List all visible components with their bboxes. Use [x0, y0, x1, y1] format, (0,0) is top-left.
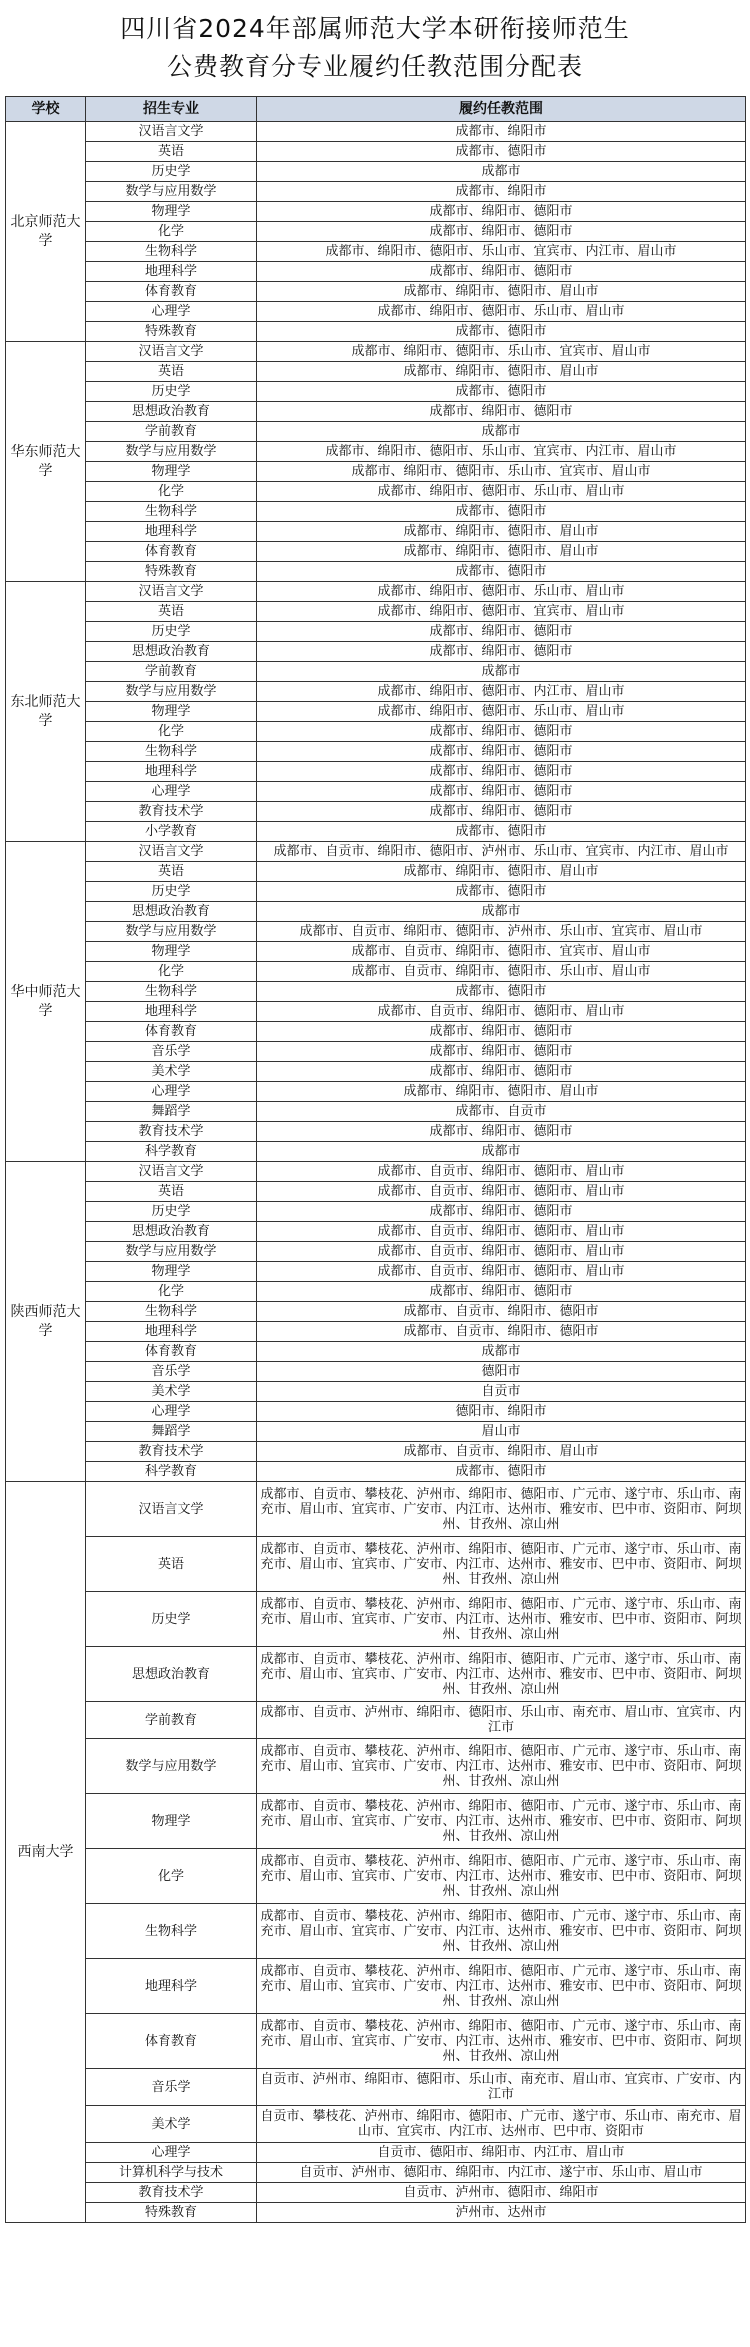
- table-row: [6, 202, 746, 222]
- range-cell: 成都市、绵阳市、德阳市、眉山市: [257, 362, 746, 382]
- major-cell: 汉语言文学: [86, 842, 257, 862]
- header-major: 招生专业: [86, 97, 257, 122]
- range-cell: 成都市、德阳市: [257, 982, 746, 1002]
- table-row: [6, 302, 746, 322]
- range-cell: 成都市、德阳市: [257, 502, 746, 522]
- range-cell: 成都市、德阳市: [257, 142, 746, 162]
- major-cell: 教育技术学: [86, 802, 257, 822]
- table-row: [6, 1262, 746, 1282]
- major-cell: 化学: [86, 722, 257, 742]
- table-row: [6, 942, 746, 962]
- table-row: [6, 1537, 746, 1592]
- range-cell: 成都市、自贡市、攀枝花、泸州市、绵阳市、德阳市、广元市、遂宁市、乐山市、南充市、眉山市、宜宾市、广安市、内江市、达州市、雅安市、巴中市、资阳市、阿坝州、甘孜州、凉山州: [257, 1904, 746, 1959]
- table-row: [6, 362, 746, 382]
- range-cell: 成都市、自贡市、绵阳市、德阳市: [257, 1322, 746, 1342]
- school-name: 西南大学: [6, 1482, 86, 2223]
- major-cell: 历史学: [86, 1592, 257, 1647]
- table-row: [6, 582, 746, 602]
- major-cell: 生物科学: [86, 1904, 257, 1959]
- table-row: [6, 842, 746, 862]
- table-row: [6, 1647, 746, 1702]
- table-row: [6, 1462, 746, 1482]
- table-row: [6, 462, 746, 482]
- major-cell: 美术学: [86, 2106, 257, 2143]
- range-cell: 成都市、绵阳市、德阳市: [257, 1202, 746, 1222]
- major-cell: 数学与应用数学: [86, 182, 257, 202]
- range-cell: 成都市、自贡市、绵阳市、德阳市、眉山市: [257, 1182, 746, 1202]
- major-cell: 体育教育: [86, 1022, 257, 1042]
- range-cell: 成都市、绵阳市、德阳市、乐山市、眉山市: [257, 302, 746, 322]
- major-cell: 学前教育: [86, 1702, 257, 1739]
- range-cell: 成都市、自贡市、攀枝花、泸州市、绵阳市、德阳市、广元市、遂宁市、乐山市、南充市、眉山市、宜宾市、广安市、内江市、达州市、雅安市、巴中市、资阳市、阿坝州、甘孜州、凉山州: [257, 1794, 746, 1849]
- major-cell: 物理学: [86, 942, 257, 962]
- major-cell: 教育技术学: [86, 2183, 257, 2203]
- table-row: [6, 762, 746, 782]
- range-cell: 成都市、绵阳市、德阳市: [257, 1122, 746, 1142]
- table-row: [6, 1142, 746, 1162]
- range-cell: 成都市、自贡市、绵阳市、德阳市、眉山市: [257, 1262, 746, 1282]
- major-cell: 特殊教育: [86, 2203, 257, 2223]
- major-cell: 英语: [86, 602, 257, 622]
- table-row: [6, 1042, 746, 1062]
- range-cell: 成都市、绵阳市、德阳市、眉山市: [257, 542, 746, 562]
- range-cell: 成都市、自贡市、绵阳市、德阳市、泸州市、乐山市、宜宾市、内江市、眉山市: [257, 842, 746, 862]
- major-cell: 舞蹈学: [86, 1422, 257, 1442]
- table-body: [6, 122, 746, 2223]
- header-school: 学校: [6, 97, 86, 122]
- major-cell: 汉语言文学: [86, 1162, 257, 1182]
- range-cell: 成都市、绵阳市、德阳市: [257, 1282, 746, 1302]
- table-row: [6, 282, 746, 302]
- title-line-2: 公费教育分专业履约任教范围分配表: [166, 52, 583, 81]
- major-cell: 历史学: [86, 162, 257, 182]
- table-row: [6, 2014, 746, 2069]
- table-row: [6, 602, 746, 622]
- major-cell: 地理科学: [86, 1959, 257, 2014]
- range-cell: 成都市、绵阳市、德阳市、眉山市: [257, 1082, 746, 1102]
- table-row: [6, 1849, 746, 1904]
- range-cell: 成都市、绵阳市、德阳市、乐山市、眉山市: [257, 482, 746, 502]
- major-cell: 历史学: [86, 382, 257, 402]
- table-row: [6, 1362, 746, 1382]
- range-cell: 自贡市: [257, 1382, 746, 1402]
- range-cell: 成都市、自贡市、绵阳市、德阳市: [257, 1302, 746, 1322]
- table-row: [6, 342, 746, 362]
- major-cell: 体育教育: [86, 1342, 257, 1362]
- range-cell: 成都市、自贡市、绵阳市、德阳市、泸州市、乐山市、宜宾市、眉山市: [257, 922, 746, 942]
- table-row: [6, 922, 746, 942]
- table-row: [6, 822, 746, 842]
- range-cell: 成都市、绵阳市、德阳市: [257, 802, 746, 822]
- range-cell: 成都市、自贡市、攀枝花、泸州市、绵阳市、德阳市、广元市、遂宁市、乐山市、南充市、眉山市、宜宾市、广安市、内江市、达州市、雅安市、巴中市、资阳市、阿坝州、甘孜州、凉山州: [257, 1647, 746, 1702]
- range-cell: 成都市、德阳市: [257, 382, 746, 402]
- range-cell: 德阳市、绵阳市: [257, 1402, 746, 1422]
- range-cell: 成都市、德阳市: [257, 1462, 746, 1482]
- range-cell: 成都市、自贡市、绵阳市、德阳市、眉山市: [257, 1222, 746, 1242]
- major-cell: 地理科学: [86, 762, 257, 782]
- major-cell: 思想政治教育: [86, 1222, 257, 1242]
- range-cell: 成都市、绵阳市: [257, 122, 746, 142]
- major-cell: 生物科学: [86, 502, 257, 522]
- table-row: [6, 2069, 746, 2106]
- major-cell: 地理科学: [86, 1002, 257, 1022]
- range-cell: 成都市、绵阳市、德阳市: [257, 622, 746, 642]
- table-row: [6, 1422, 746, 1442]
- table-row: [6, 882, 746, 902]
- table-row: [6, 382, 746, 402]
- major-cell: 化学: [86, 1282, 257, 1302]
- major-cell: 生物科学: [86, 242, 257, 262]
- major-cell: 音乐学: [86, 1042, 257, 1062]
- range-cell: 成都市、绵阳市、德阳市、乐山市、眉山市: [257, 582, 746, 602]
- range-cell: 成都市、自贡市、攀枝花、泸州市、绵阳市、德阳市、广元市、遂宁市、乐山市、南充市、眉山市、宜宾市、广安市、内江市、达州市、雅安市、巴中市、资阳市、阿坝州、甘孜州、凉山州: [257, 1739, 746, 1794]
- range-cell: 成都市: [257, 162, 746, 182]
- major-cell: 汉语言文学: [86, 1482, 257, 1537]
- major-cell: 物理学: [86, 1262, 257, 1282]
- major-cell: 计算机科学与技术: [86, 2163, 257, 2183]
- table-row: [6, 802, 746, 822]
- range-cell: 成都市、自贡市、绵阳市、德阳市、眉山市: [257, 1002, 746, 1022]
- range-cell: 成都市、绵阳市、德阳市: [257, 262, 746, 282]
- range-cell: 自贡市、泸州市、绵阳市、德阳市、乐山市、南充市、眉山市、宜宾市、广安市、内江市: [257, 2069, 746, 2106]
- table-row: [6, 2183, 746, 2203]
- table-row: [6, 1102, 746, 1122]
- major-cell: 学前教育: [86, 662, 257, 682]
- major-cell: 思想政治教育: [86, 902, 257, 922]
- range-cell: 成都市、自贡市、绵阳市、德阳市、宜宾市、眉山市: [257, 942, 746, 962]
- table-row: [6, 1739, 746, 1794]
- table-row: [6, 1062, 746, 1082]
- major-cell: 英语: [86, 362, 257, 382]
- range-cell: 成都市、绵阳市、德阳市、乐山市、宜宾市、眉山市: [257, 342, 746, 362]
- range-cell: 成都市、德阳市: [257, 822, 746, 842]
- range-cell: 成都市、德阳市: [257, 562, 746, 582]
- header-range: 履约任教范围: [257, 97, 746, 122]
- range-cell: 成都市、自贡市、绵阳市、眉山市: [257, 1442, 746, 1462]
- table-row: [6, 682, 746, 702]
- table-row: [6, 1702, 746, 1739]
- range-cell: 成都市、绵阳市、德阳市: [257, 742, 746, 762]
- table-row: [6, 642, 746, 662]
- major-cell: 音乐学: [86, 1362, 257, 1382]
- major-cell: 物理学: [86, 462, 257, 482]
- major-cell: 小学教育: [86, 822, 257, 842]
- major-cell: 生物科学: [86, 1302, 257, 1322]
- major-cell: 化学: [86, 962, 257, 982]
- range-cell: 成都市、绵阳市、德阳市、乐山市、宜宾市、内江市、眉山市: [257, 242, 746, 262]
- table-row: [6, 1002, 746, 1022]
- range-cell: 成都市、德阳市: [257, 322, 746, 342]
- school-name: 北京师范大学: [6, 122, 86, 342]
- table-row: [6, 962, 746, 982]
- major-cell: 体育教育: [86, 2014, 257, 2069]
- table-row: [6, 2106, 746, 2143]
- major-cell: 英语: [86, 1537, 257, 1592]
- range-cell: 成都市、自贡市、攀枝花、泸州市、绵阳市、德阳市、广元市、遂宁市、乐山市、南充市、眉山市、宜宾市、广安市、内江市、达州市、雅安市、巴中市、资阳市、阿坝州、甘孜州、凉山州: [257, 1959, 746, 2014]
- table-row: [6, 442, 746, 462]
- major-cell: 化学: [86, 482, 257, 502]
- major-cell: 数学与应用数学: [86, 682, 257, 702]
- table-row: [6, 262, 746, 282]
- table-row: [6, 1302, 746, 1322]
- table-row: [6, 1182, 746, 1202]
- table-row: [6, 622, 746, 642]
- range-cell: 成都市、自贡市、攀枝花、泸州市、绵阳市、德阳市、广元市、遂宁市、乐山市、南充市、眉山市、宜宾市、广安市、内江市、达州市、雅安市、巴中市、资阳市、阿坝州、甘孜州、凉山州: [257, 2014, 746, 2069]
- major-cell: 体育教育: [86, 542, 257, 562]
- major-cell: 特殊教育: [86, 562, 257, 582]
- major-cell: 历史学: [86, 882, 257, 902]
- table-row: [6, 242, 746, 262]
- major-cell: 历史学: [86, 622, 257, 642]
- major-cell: 教育技术学: [86, 1122, 257, 1142]
- major-cell: 生物科学: [86, 982, 257, 1002]
- range-cell: 成都市、绵阳市、德阳市: [257, 202, 746, 222]
- major-cell: 心理学: [86, 1402, 257, 1422]
- major-cell: 汉语言文学: [86, 122, 257, 142]
- range-cell: 成都市、绵阳市、德阳市、眉山市: [257, 282, 746, 302]
- major-cell: 地理科学: [86, 262, 257, 282]
- table-row: [6, 1022, 746, 1042]
- range-cell: 成都市、绵阳市: [257, 182, 746, 202]
- major-cell: 舞蹈学: [86, 1102, 257, 1122]
- table-row: [6, 662, 746, 682]
- table-row: [6, 122, 746, 142]
- range-cell: 成都市、绵阳市、德阳市、乐山市、眉山市: [257, 702, 746, 722]
- range-cell: 成都市: [257, 1342, 746, 1362]
- range-cell: 自贡市、德阳市、绵阳市、内江市、眉山市: [257, 2143, 746, 2163]
- major-cell: 心理学: [86, 2143, 257, 2163]
- major-cell: 音乐学: [86, 2069, 257, 2106]
- major-cell: 思想政治教育: [86, 402, 257, 422]
- table-row: [6, 1162, 746, 1182]
- table-row: [6, 1592, 746, 1647]
- table-row: [6, 562, 746, 582]
- table-row: [6, 2143, 746, 2163]
- table-row: [6, 142, 746, 162]
- range-cell: 成都市: [257, 902, 746, 922]
- range-cell: 成都市、绵阳市、德阳市: [257, 1062, 746, 1082]
- table-row: [6, 1282, 746, 1302]
- major-cell: 美术学: [86, 1382, 257, 1402]
- table-row: [6, 982, 746, 1002]
- school-name: 陕西师范大学: [6, 1162, 86, 1482]
- major-cell: 化学: [86, 222, 257, 242]
- table-row: [6, 702, 746, 722]
- major-cell: 英语: [86, 1182, 257, 1202]
- table-row: [6, 862, 746, 882]
- table-row: [6, 482, 746, 502]
- range-cell: 成都市、德阳市: [257, 882, 746, 902]
- major-cell: 英语: [86, 142, 257, 162]
- major-cell: 心理学: [86, 1082, 257, 1102]
- major-cell: 数学与应用数学: [86, 1242, 257, 1262]
- major-cell: 汉语言文学: [86, 342, 257, 362]
- table-row: [6, 1442, 746, 1462]
- major-cell: 汉语言文学: [86, 582, 257, 602]
- table-row: [6, 782, 746, 802]
- table-row: [6, 1342, 746, 1362]
- table-row: [6, 322, 746, 342]
- major-cell: 教育技术学: [86, 1442, 257, 1462]
- major-cell: 生物科学: [86, 742, 257, 762]
- major-cell: 数学与应用数学: [86, 442, 257, 462]
- table-row: [6, 402, 746, 422]
- table-row: [6, 1482, 746, 1537]
- major-cell: 学前教育: [86, 422, 257, 442]
- range-cell: 成都市、绵阳市、德阳市、宜宾市、眉山市: [257, 602, 746, 622]
- major-cell: 心理学: [86, 782, 257, 802]
- range-cell: 成都市、自贡市、绵阳市、德阳市、眉山市: [257, 1242, 746, 1262]
- major-cell: 英语: [86, 862, 257, 882]
- range-cell: 成都市、绵阳市、德阳市: [257, 1022, 746, 1042]
- table-row: [6, 2163, 746, 2183]
- document-title: [0, 0, 750, 96]
- range-cell: 成都市、绵阳市、德阳市、内江市、眉山市: [257, 682, 746, 702]
- table-row: [6, 742, 746, 762]
- major-cell: 特殊教育: [86, 322, 257, 342]
- range-cell: 成都市、绵阳市、德阳市: [257, 402, 746, 422]
- major-cell: 数学与应用数学: [86, 1739, 257, 1794]
- range-cell: 成都市、绵阳市、德阳市: [257, 722, 746, 742]
- table-row: [6, 1242, 746, 1262]
- range-cell: 成都市、自贡市、绵阳市、德阳市、乐山市、眉山市: [257, 962, 746, 982]
- range-cell: 成都市、绵阳市、德阳市: [257, 222, 746, 242]
- major-cell: 物理学: [86, 702, 257, 722]
- range-cell: 成都市、自贡市、攀枝花、泸州市、绵阳市、德阳市、广元市、遂宁市、乐山市、南充市、眉山市、宜宾市、广安市、内江市、达州市、雅安市、巴中市、资阳市、阿坝州、甘孜州、凉山州: [257, 1537, 746, 1592]
- range-cell: 成都市、绵阳市、德阳市: [257, 1042, 746, 1062]
- major-cell: 物理学: [86, 202, 257, 222]
- range-cell: 成都市、自贡市: [257, 1102, 746, 1122]
- table-row: [6, 1402, 746, 1422]
- range-cell: 成都市、自贡市、攀枝花、泸州市、绵阳市、德阳市、广元市、遂宁市、乐山市、南充市、眉山市、宜宾市、广安市、内江市、达州市、雅安市、巴中市、资阳市、阿坝州、甘孜州、凉山州: [257, 1849, 746, 1904]
- table-row: [6, 1202, 746, 1222]
- major-cell: 地理科学: [86, 1322, 257, 1342]
- range-cell: 成都市、自贡市、攀枝花、泸州市、绵阳市、德阳市、广元市、遂宁市、乐山市、南充市、眉山市、宜宾市、广安市、内江市、达州市、雅安市、巴中市、资阳市、阿坝州、甘孜州、凉山州: [257, 1482, 746, 1537]
- major-cell: 心理学: [86, 302, 257, 322]
- major-cell: 思想政治教育: [86, 642, 257, 662]
- range-cell: 成都市: [257, 662, 746, 682]
- allocation-table: [5, 96, 746, 2223]
- school-name: 东北师范大学: [6, 582, 86, 842]
- table-row: [6, 1082, 746, 1102]
- range-cell: 成都市、绵阳市、德阳市: [257, 762, 746, 782]
- table-row: [6, 902, 746, 922]
- major-cell: 美术学: [86, 1062, 257, 1082]
- range-cell: 成都市、绵阳市、德阳市: [257, 642, 746, 662]
- table-row: [6, 1122, 746, 1142]
- major-cell: 思想政治教育: [86, 1647, 257, 1702]
- table-row: [6, 522, 746, 542]
- title-line-1: 四川省2024年部属师范大学本研衔接师范生: [120, 14, 630, 43]
- major-cell: 物理学: [86, 1794, 257, 1849]
- table-header-row: [6, 97, 746, 122]
- range-cell: 成都市、自贡市、泸州市、绵阳市、德阳市、乐山市、南充市、眉山市、宜宾市、内江市: [257, 1702, 746, 1739]
- table-row: [6, 162, 746, 182]
- major-cell: 历史学: [86, 1202, 257, 1222]
- major-cell: 科学教育: [86, 1462, 257, 1482]
- range-cell: 泸州市、达州市: [257, 2203, 746, 2223]
- school-name: 华中师范大学: [6, 842, 86, 1162]
- range-cell: 眉山市: [257, 1422, 746, 1442]
- range-cell: 自贡市、攀枝花、泸州市、绵阳市、德阳市、广元市、遂宁市、乐山市、南充市、眉山市、宜宾市、内江市、达州市、巴中市、资阳市: [257, 2106, 746, 2143]
- range-cell: 自贡市、泸州市、德阳市、绵阳市、内江市、遂宁市、乐山市、眉山市: [257, 2163, 746, 2183]
- school-name: 华东师范大学: [6, 342, 86, 582]
- range-cell: 成都市、绵阳市、德阳市、乐山市、宜宾市、内江市、眉山市: [257, 442, 746, 462]
- table-row: [6, 722, 746, 742]
- table-row: [6, 182, 746, 202]
- major-cell: 体育教育: [86, 282, 257, 302]
- range-cell: 德阳市: [257, 1362, 746, 1382]
- range-cell: 成都市、绵阳市、德阳市、乐山市、宜宾市、眉山市: [257, 462, 746, 482]
- table-row: [6, 2203, 746, 2223]
- range-cell: 成都市: [257, 422, 746, 442]
- major-cell: 数学与应用数学: [86, 922, 257, 942]
- table-row: [6, 1904, 746, 1959]
- table-row: [6, 222, 746, 242]
- major-cell: 化学: [86, 1849, 257, 1904]
- table-row: [6, 1382, 746, 1402]
- major-cell: 地理科学: [86, 522, 257, 542]
- table-row: [6, 1959, 746, 2014]
- range-cell: 成都市、绵阳市、德阳市: [257, 782, 746, 802]
- range-cell: 自贡市、泸州市、德阳市、绵阳市: [257, 2183, 746, 2203]
- range-cell: 成都市: [257, 1142, 746, 1162]
- table-row: [6, 502, 746, 522]
- table-row: [6, 542, 746, 562]
- table-row: [6, 1322, 746, 1342]
- major-cell: 科学教育: [86, 1142, 257, 1162]
- range-cell: 成都市、绵阳市、德阳市、眉山市: [257, 522, 746, 542]
- range-cell: 成都市、绵阳市、德阳市、眉山市: [257, 862, 746, 882]
- table-row: [6, 1222, 746, 1242]
- range-cell: 成都市、自贡市、攀枝花、泸州市、绵阳市、德阳市、广元市、遂宁市、乐山市、南充市、眉山市、宜宾市、广安市、内江市、达州市、雅安市、巴中市、资阳市、阿坝州、甘孜州、凉山州: [257, 1592, 746, 1647]
- table-row: [6, 1794, 746, 1849]
- table-row: [6, 422, 746, 442]
- range-cell: 成都市、自贡市、绵阳市、德阳市、眉山市: [257, 1162, 746, 1182]
